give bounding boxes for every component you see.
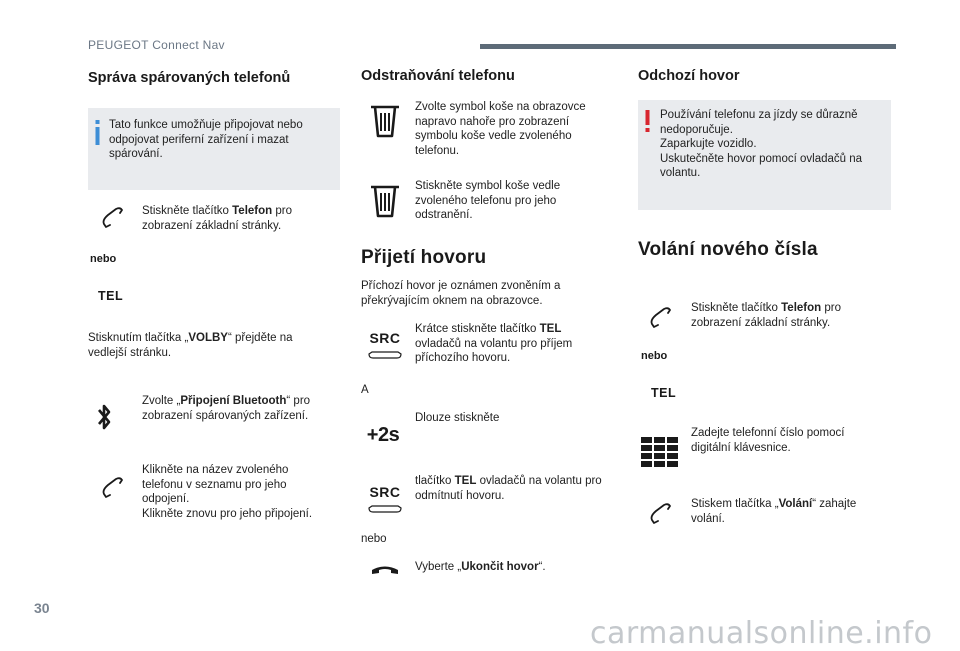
- heading-outgoing-call: Odchozí hovor: [638, 68, 740, 84]
- info-text: Tato funkce umožňuje připojovat nebo odpojovat periferní zařízení i mazat spárování.: [109, 119, 303, 160]
- receive-intro: Příchozí hovor je oznámen zvoněním a překrývajícím oknem na obrazovce.: [361, 280, 561, 307]
- heading-receive-call: Přijetí hovoru: [361, 247, 487, 268]
- bluetooth-icon[interactable]: [97, 401, 111, 433]
- phone-handset-icon[interactable]: [648, 306, 674, 328]
- heading-pairing: Správa spárovaných telefonů: [88, 70, 291, 86]
- tel-button[interactable]: TEL: [651, 386, 677, 400]
- warning-icon: [644, 110, 652, 137]
- keypad-icon[interactable]: [641, 437, 679, 467]
- options-text: Stisknutím tlačítka „VOLBY“ přejděte na vedlejší stránku.: [88, 332, 293, 359]
- step-phone-text: Stiskněte tlačítko Telefon pro zobrazení základní stránky.: [691, 302, 841, 329]
- src-short-press-text: Krátce stiskněte tlačítko TEL ovladačů na volantu pro příjem příchozího hovoru.: [415, 323, 573, 364]
- step-phone-text: Stiskněte tlačítko Telefon pro zobrazení základní stránky.: [142, 205, 292, 232]
- phone-handset-icon[interactable]: [648, 502, 674, 524]
- bluetooth-text: Zvolte „Připojení Bluetooth“ pro zobrazení spárovaných zařízení.: [142, 395, 311, 422]
- trash-icon[interactable]: [370, 184, 400, 218]
- or-label: nebo: [90, 253, 117, 265]
- or-label: nebo: [361, 533, 387, 545]
- and-label: A: [361, 384, 369, 396]
- heading-delete-phone: Odstraňování telefonu: [361, 68, 515, 84]
- trash-step2-text: Stiskněte symbol koše vedle zvoleného telefonu pro jeho odstranění.: [415, 180, 561, 221]
- tel-button[interactable]: TEL: [98, 289, 124, 303]
- src-long-press-text: tlačítko TEL ovladačů na volantu pro odmítnutí hovoru.: [415, 475, 602, 502]
- info-box: [88, 108, 340, 190]
- watermark: carmanualsonline.info: [590, 616, 933, 651]
- select-phone-text: Klikněte na název zvoleného telefonu v seznamu pro jeho odpojení. Klikněte znovu pro jeho připojení.: [142, 464, 313, 520]
- heading-new-number: Volání nového čísla: [638, 239, 818, 260]
- src-button-icon[interactable]: SRC: [368, 330, 402, 364]
- end-call-text: Vyberte „Ukončit hovor“.: [415, 561, 546, 573]
- or-label: nebo: [641, 350, 668, 362]
- header-bar: [480, 44, 896, 49]
- long-press-text: Dlouze stiskněte: [415, 412, 500, 424]
- trash-icon[interactable]: [370, 104, 400, 138]
- call-text: Stiskem tlačítka „Volání“ zahajte volání.: [691, 498, 857, 525]
- warning-box: [638, 100, 891, 210]
- info-icon: [94, 120, 102, 151]
- src-button-icon[interactable]: SRC: [368, 484, 402, 518]
- plus-2s-icon: +2s: [366, 424, 400, 446]
- phone-handset-icon[interactable]: [100, 476, 126, 498]
- hang-up-icon[interactable]: [370, 564, 400, 576]
- trash-step1-text: Zvolte symbol koše na obrazovce napravo nahoře pro zobrazení symbolu koše vedle zvoleného telefonu.: [415, 101, 586, 157]
- running-header: PEUGEOT Connect Nav: [88, 38, 225, 52]
- page-number: 30: [34, 600, 50, 616]
- phone-handset-icon[interactable]: [100, 206, 126, 228]
- keypad-text: Zadejte telefonní číslo pomocí digitální klávesnice.: [691, 427, 845, 454]
- warning-text: Používání telefonu za jízdy se důrazně nedoporučuje. Zaparkujte vozidlo. Uskutečněte hovor pomocí ovladačů na volantu.: [660, 109, 863, 179]
